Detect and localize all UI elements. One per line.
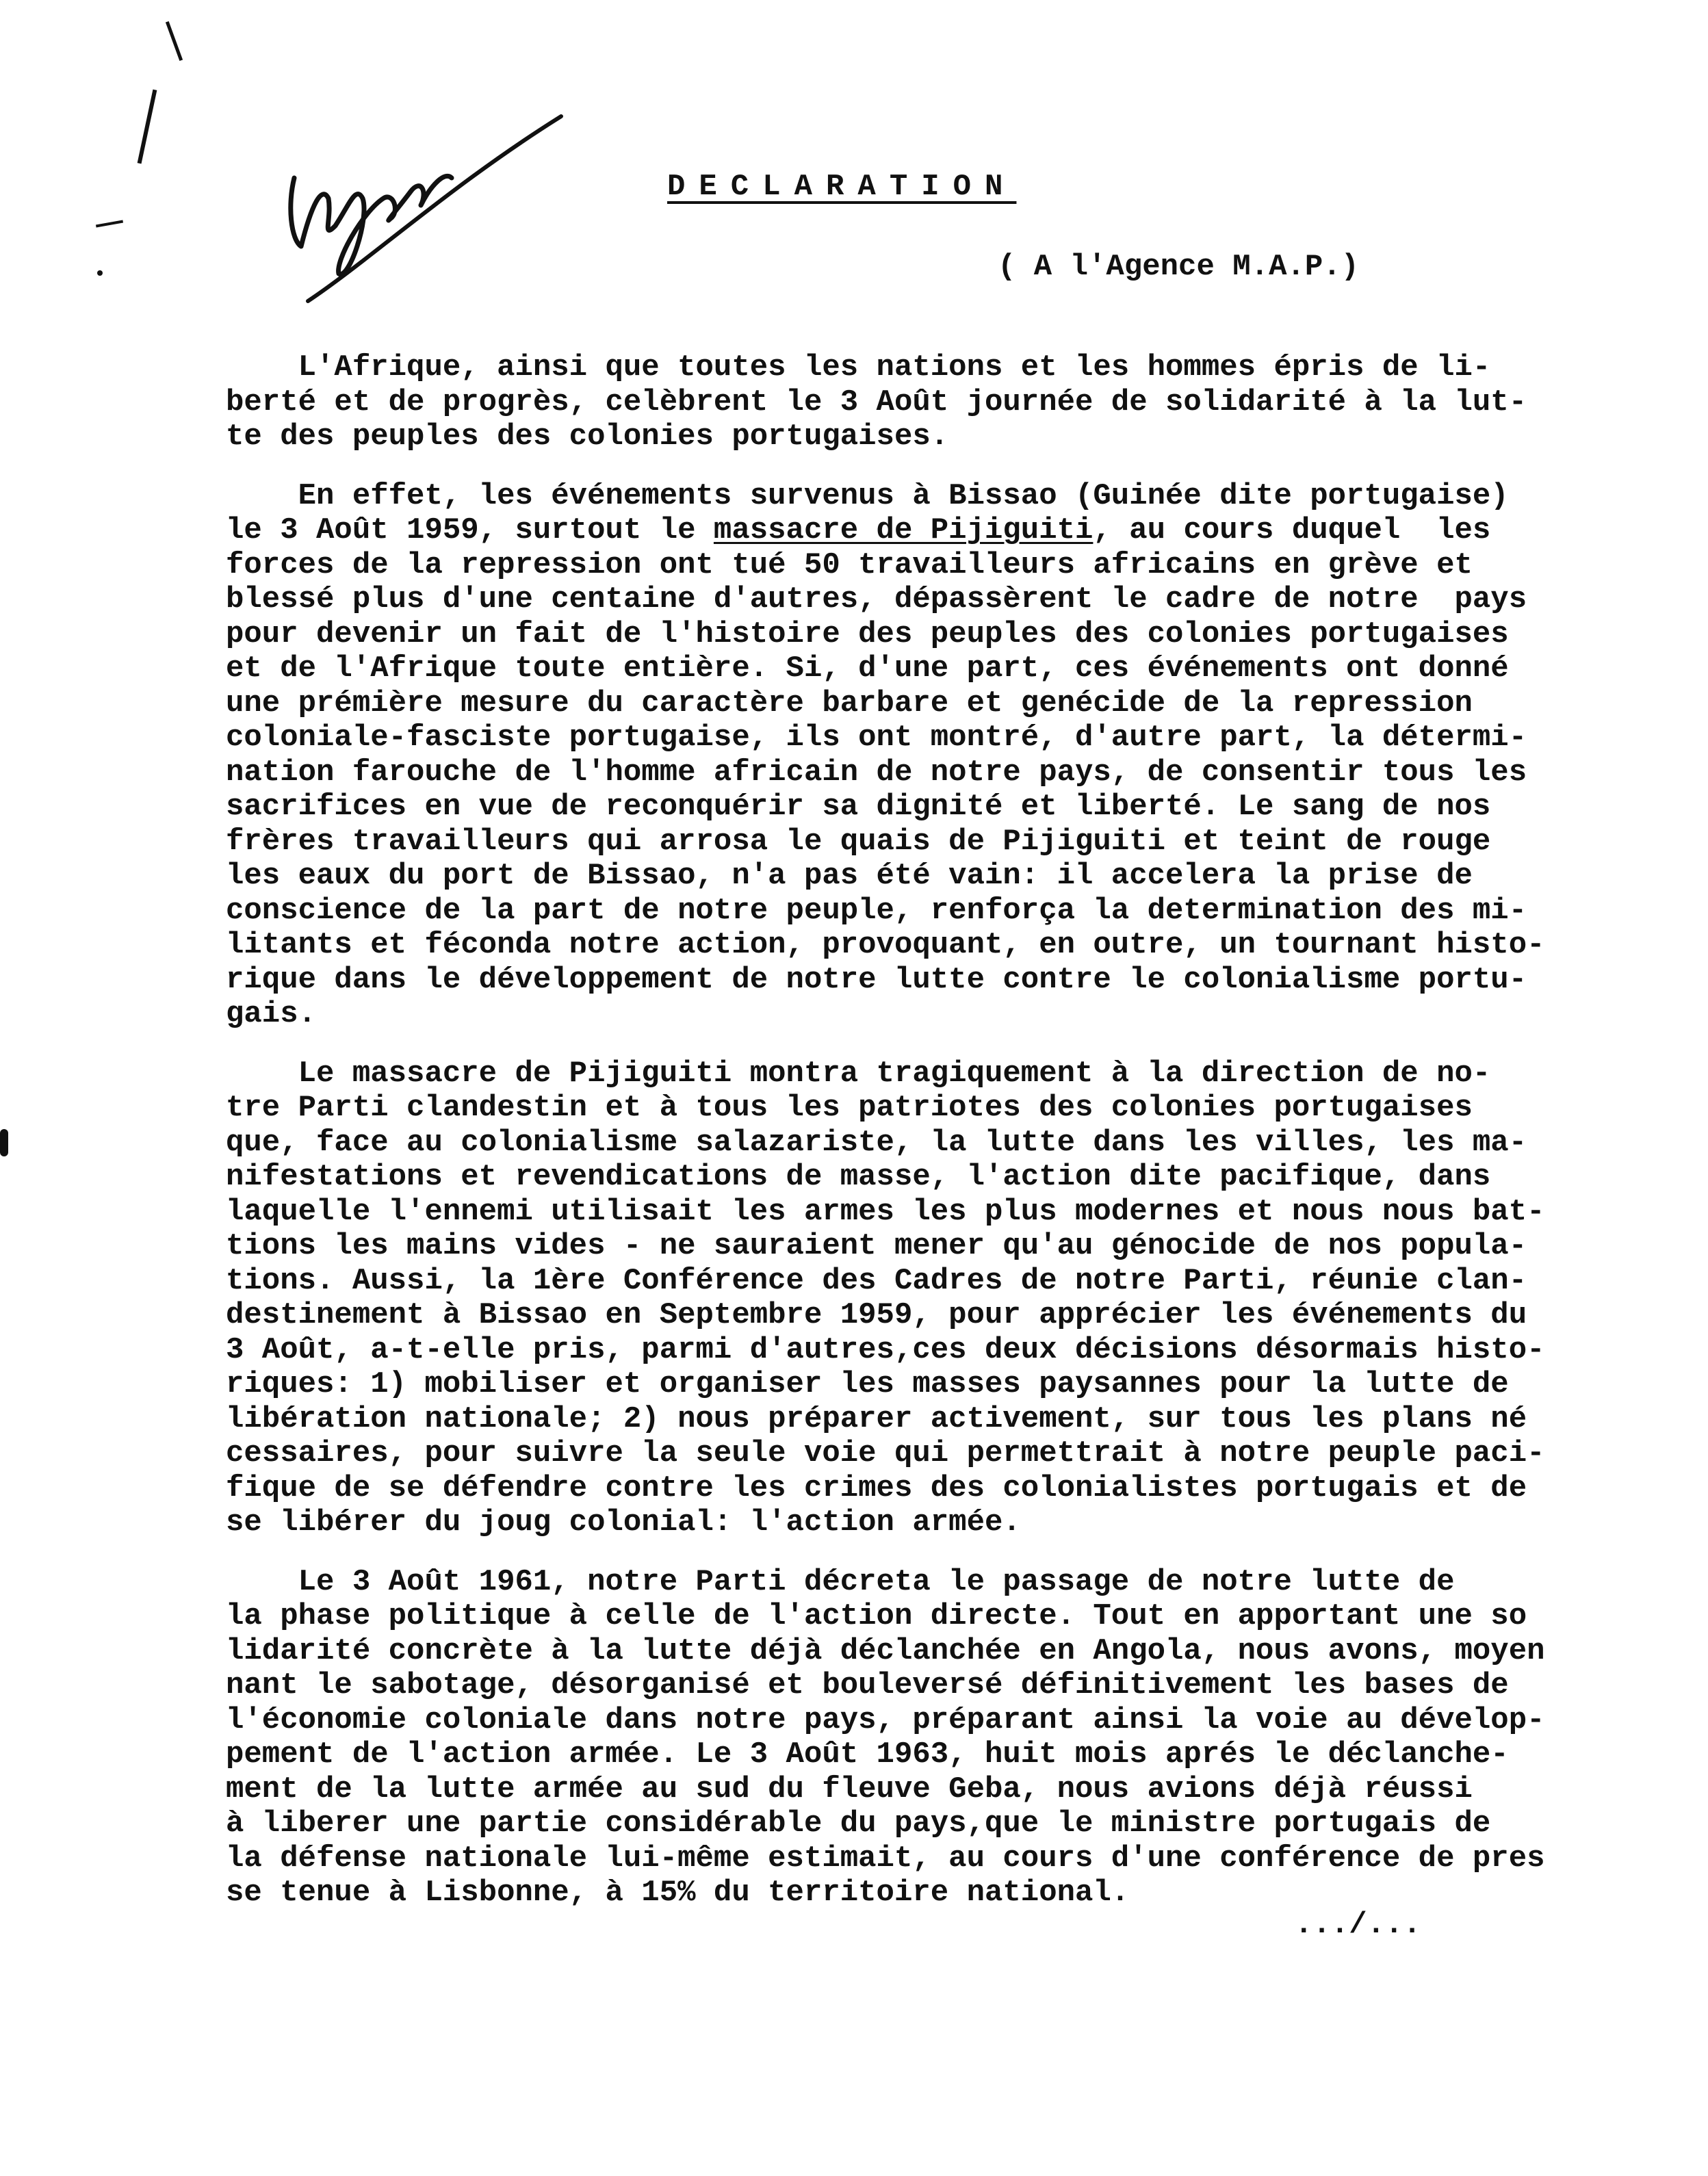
text-line: destinement à Bissao en Septembre 1959, pour apprécier les événements du: [226, 1298, 1527, 1332]
text-line: nant le sabotage, désorganisé et bouleversé définitivement les bases de: [226, 1668, 1509, 1702]
text-line: gais.: [226, 997, 317, 1031]
text-fragment: le 3 Août 1959, surtout le: [226, 513, 714, 547]
text-line: L'Afrique, ainsi que toutes les nations et les hommes épris de li-: [226, 350, 1491, 385]
text-line: conscience de la part de notre peuple, renforça la determination des mi-: [226, 893, 1527, 928]
text-line: forces de la repression ont tué 50 travailleurs africains en grève et: [226, 547, 1473, 582]
text-line: te des peuples des colonies portugaises.: [226, 419, 949, 454]
text-line: berté et de progrès, celèbrent le 3 Août journée de solidarité à la lut-: [226, 385, 1527, 419]
document-subtitle: ( A l'Agence M.A.P.): [998, 250, 1360, 284]
text-line: tions. Aussi, la 1ère Conférence des Cadres de notre Parti, réunie clan-: [226, 1263, 1527, 1298]
scan-mark: [0, 1129, 8, 1156]
text-line: laquelle l'ennemi utilisait les armes les plus modernes et nous nous bat-: [226, 1194, 1545, 1229]
text-line: à liberer une partie considérable du pays,que le ministre portugais de: [226, 1806, 1491, 1841]
text-line: tions les mains vides - ne sauraient mener qu'au génocide de nos popula-: [226, 1229, 1527, 1263]
text-line: la défense nationale lui-même estimait, au cours d'une conférence de pres: [226, 1841, 1545, 1876]
text-line: frères travailleurs qui arrosa le quais de Pijiguiti et teint de rouge: [226, 824, 1491, 859]
paragraph-3: [226, 1057, 1649, 1540]
text-line: tre Parti clandestin et à tous les patriotes des colonies portugaises: [226, 1091, 1473, 1125]
text-line: l'économie coloniale dans notre pays, préparant ainsi la voie au dévelop-: [226, 1702, 1545, 1737]
text-line: que, face au colonialisme salazariste, la lutte dans les villes, les ma-: [226, 1125, 1527, 1160]
text-line: libération nationale; 2) nous préparer activement, sur tous les plans né: [226, 1401, 1527, 1436]
paragraph-1: [226, 350, 1649, 454]
underlined-phrase: massacre de Pijiguiti: [713, 513, 1094, 547]
text-line: pement de l'action armée. Le 3 Août 1963, huit mois aprés le déclanche-: [226, 1737, 1509, 1772]
scan-mark: [166, 21, 183, 61]
text-line: cessaires, pour suivre la seule voie qui permettrait à notre peuple paci-: [226, 1436, 1545, 1471]
text-line: une prémière mesure du caractère barbare et genécide de la repression: [226, 686, 1473, 721]
text-line: nifestations et revendications de masse, l'action dite pacifique, dans: [226, 1160, 1491, 1194]
text-line: En effet, les événements survenus à Bissao (Guinée dite portugaise): [226, 478, 1509, 513]
paragraph-2: [226, 479, 1649, 1032]
text-line: pour devenir un fait de l'histoire des peuples des colonies portugaises: [226, 617, 1509, 651]
text-line: lidarité concrète à la lutte déjà déclanchée en Angola, nous avons, moyen: [226, 1633, 1545, 1668]
text-line: ment de la lutte armée au sud du fleuve Geba, nous avions déjà réussi: [226, 1772, 1473, 1806]
text-line: Le 3 Août 1961, notre Parti décreta le passage de notre lutte de: [226, 1564, 1455, 1599]
text-line: nation farouche de l'homme africain de notre pays, de consentir tous les: [226, 755, 1527, 790]
text-line: coloniale-fasciste portugaise, ils ont montré, d'autre part, la détermi-: [226, 721, 1527, 755]
paragraph-4: [226, 1565, 1649, 1911]
scan-mark: [96, 220, 123, 228]
text-line: Le massacre de Pijiguiti montra tragiquement à la direction de no-: [226, 1056, 1491, 1091]
text-line: litants et féconda notre action, provoquant, en outre, un tournant histo-: [226, 928, 1545, 962]
document-body: [226, 350, 1649, 1935]
text-line: 3 Août, a-t-elle pris, parmi d'autres,ces deux décisions désormais histo-: [226, 1332, 1545, 1367]
text-fragment: , au cours duquel les: [1093, 513, 1491, 547]
text-line: blessé plus d'une centaine d'autres, dépassèrent le cadre de notre pays: [226, 582, 1527, 617]
text-line: sacrifices en vue de reconquérir sa dignité et liberté. Le sang de nos: [226, 790, 1491, 824]
document-title: DECLARATION: [667, 170, 1017, 204]
scan-mark: [138, 90, 157, 164]
text-line: et de l'Afrique toute entière. Si, d'une part, ces événements ont donné: [226, 651, 1509, 686]
handwritten-signature: [274, 103, 630, 322]
scan-mark: [97, 270, 103, 276]
text-line: se libérer du joug colonial: l'action armée.: [226, 1505, 1021, 1540]
page-continuation-marker: .../...: [1295, 1908, 1421, 1942]
text-line-with-underline: [226, 513, 1649, 548]
text-line: la phase politique à celle de l'action directe. Tout en apportant une so: [226, 1599, 1527, 1633]
text-line: riques: 1) mobiliser et organiser les masses paysannes pour la lutte de: [226, 1367, 1509, 1401]
text-line: rique dans le développement de notre lutte contre le colonialisme portu-: [226, 962, 1527, 997]
text-line: fique de se défendre contre les crimes des colonialistes portugais et de: [226, 1471, 1527, 1505]
text-line: se tenue à Lisbonne, à 15% du territoire national.: [226, 1876, 1130, 1910]
text-line: les eaux du port de Bissao, n'a pas été vain: il accelera la prise de: [226, 859, 1473, 893]
